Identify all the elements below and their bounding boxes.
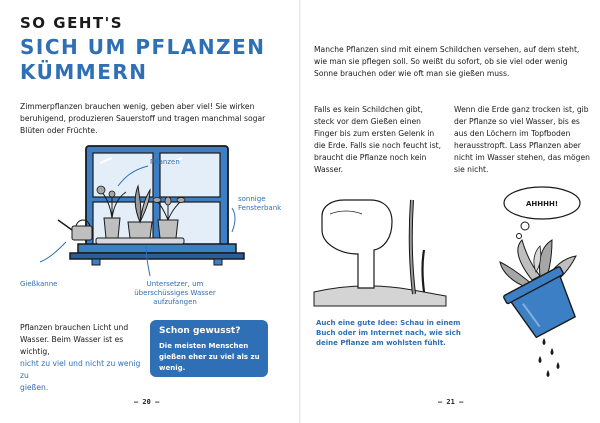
intro-text: Zimmerpflanzen brauchen wenig, geben aber viel! Sie wirken beruhigend, produzieren Sauerstoff und tragen manchmal sogar Blüten oder Früchte. (20, 102, 266, 135)
tip-text: Auch eine gute Idee: Schau in einem Buch oder im Internet nach, wie sich deine Pflanze am wohlsten fühlt. (316, 319, 461, 347)
label-fensterbank-line2: Fensterbank (238, 204, 282, 212)
body-line-2: Wasser. Beim Wasser ist es wichtig, (20, 335, 124, 356)
body-line-1: Pflanzen brauchen Licht und (20, 323, 129, 332)
page-number-right: – 21 – (438, 398, 464, 406)
body-text (20, 322, 148, 394)
info-box (150, 320, 268, 377)
column-2-text: Wenn die Erde ganz trocken ist, gib der Pflanze so viel Wasser, bis es aus den Löchern im Topfboden herausstropft. Lass Pflanzen aber nicht im Wasser stehen, das mögen sie nicht. (454, 105, 590, 174)
label-untersetzer-line2: überschüssiges Wasser (134, 289, 216, 297)
thought-bubble-text: AHHHH! (525, 200, 559, 208)
column-1-text: Falls es kein Schildchen gibt, steck vor dem Gießen einen Finger bis zum ersten Gelenk in die Erde. Falls sie noch feucht ist, braucht die Pflanze noch kein Wasser. (314, 105, 442, 174)
page-number-left: – 20 – (134, 398, 160, 406)
plant-care-illustration (300, 0, 600, 423)
body-line-3: nicht zu viel und nicht zu wenig zu (20, 359, 141, 380)
label-untersetzer (120, 280, 230, 307)
right-intro-text: Manche Pflanzen sind mit einem Schildchen versehen, auf dem steht, wie man sie pflegen soll. So weißt du sofort, ob sie viel oder wenig Sonne brauchen oder wie oft man sie gießen muss. (314, 45, 580, 78)
kicker: SO GEHT'S (20, 14, 124, 32)
body-line-4: gießen. (20, 383, 49, 392)
info-box-text: Die meisten Menschen gießen eher zu viel als zu wenig. (159, 342, 260, 372)
label-fensterbank-line1: sonnige (238, 195, 266, 203)
label-pflanzen: Pflanzen (150, 158, 180, 166)
label-giesskanne: Gießkanne (20, 280, 58, 288)
info-box-title: Schon gewusst? (159, 326, 241, 336)
title-line-1: SICH UM PFLANZEN (20, 35, 266, 59)
right-page (300, 0, 600, 423)
label-untersetzer-line3: aufzufangen (153, 298, 197, 306)
title-line-2: KÜMMERN (20, 60, 148, 84)
label-fensterbank (238, 195, 281, 213)
label-untersetzer-line1: Untersetzer, um (146, 280, 204, 288)
